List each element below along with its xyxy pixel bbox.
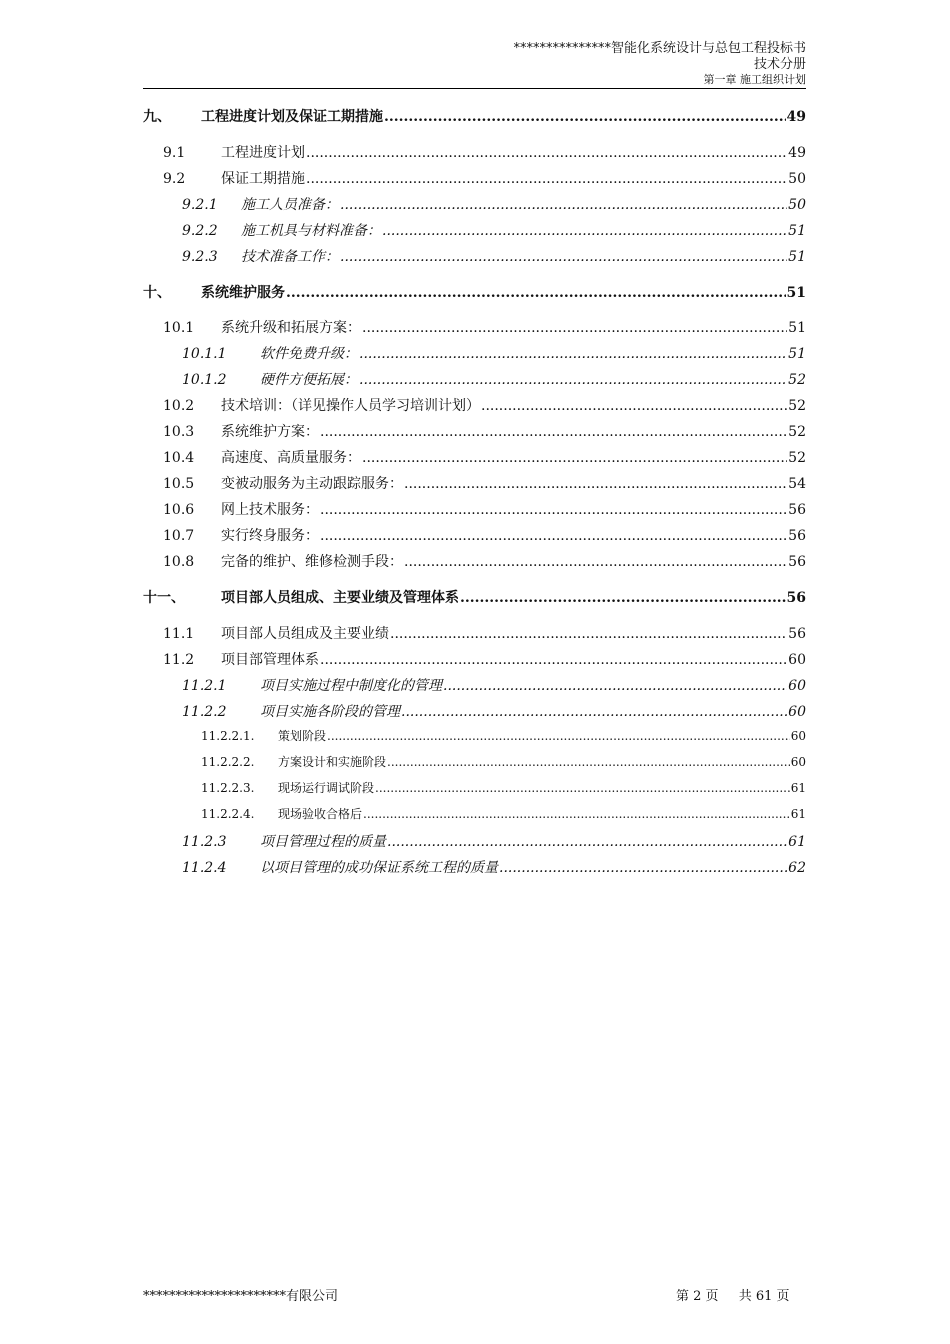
toc-entry-page: 50: [788, 197, 806, 213]
toc-dot-leader: [359, 372, 787, 388]
toc-entry-title: 高速度、高质量服务：: [221, 450, 361, 466]
toc-entry-page: 60: [790, 755, 806, 769]
toc-entry[interactable]: [182, 369, 806, 389]
toc-entry-title: 完备的维护、维修检测手段：: [221, 554, 403, 570]
toc-entry[interactable]: [163, 525, 806, 545]
toc-dot-leader: [481, 398, 787, 414]
toc-entry-number: 11.2.2: [182, 704, 227, 720]
toc-dot-leader: [359, 346, 787, 362]
toc-entry-page: 62: [788, 860, 806, 876]
toc-dot-leader: [375, 781, 790, 795]
toc-entry-number: 10.8: [163, 554, 195, 570]
toc-dot-leader: [306, 171, 787, 187]
toc-entry-title: 工程进度计划: [221, 145, 305, 161]
toc-entry[interactable]: [201, 727, 806, 744]
toc-entry-title: 硬件方便拓展：: [260, 372, 358, 388]
toc-entry-title: 项目部人员组成及主要业绩: [221, 626, 389, 642]
toc-entry-number: 11.1: [163, 626, 195, 642]
toc-dot-leader: [362, 320, 787, 336]
toc-entry-number: 11.2.2.1.: [201, 729, 255, 743]
toc-dot-leader: [306, 145, 787, 161]
toc-entry-number: 10.7: [163, 528, 195, 544]
toc-entry-title: 项目实施过程中制度化的管理: [260, 678, 442, 694]
toc-entry[interactable]: [163, 317, 806, 337]
toc-entry-page: 56: [786, 590, 806, 606]
toc-entry-number: 10.5: [163, 476, 195, 492]
toc-entry-title: 以项目管理的成功保证系统工程的质量: [260, 860, 498, 876]
toc-entry-number: 9.2.3: [182, 249, 218, 265]
toc-dot-leader: [382, 223, 787, 239]
toc-entry-number: 十一、: [143, 590, 185, 606]
toc-entry-number: 10.4: [163, 450, 195, 466]
toc-entry-page: 54: [788, 476, 806, 492]
toc-entry-title: 实行终身服务：: [221, 528, 319, 544]
toc-entry[interactable]: [163, 551, 806, 571]
page-header: [143, 40, 806, 87]
toc-entry[interactable]: [182, 220, 806, 240]
toc-entry-number: 11.2.2.4.: [201, 807, 255, 821]
toc-entry-title: 项目管理过程的质量: [260, 834, 386, 850]
toc-dot-leader: [387, 834, 787, 850]
toc-dot-leader: [443, 678, 787, 694]
toc-entry-number: 11.2.2.2.: [201, 755, 255, 769]
toc-dot-leader: [363, 807, 790, 821]
toc-entry-page: 51: [786, 285, 806, 301]
toc-entry-number: 九、: [143, 109, 171, 125]
toc-dot-leader: [499, 860, 787, 876]
toc-entry-number: 10.1.1: [182, 346, 227, 362]
toc-dot-leader: [362, 450, 787, 466]
toc-entry-page: 61: [790, 781, 806, 795]
toc-entry-number: 11.2.2.3.: [201, 781, 255, 795]
toc-entry-title: 项目实施各阶段的管理: [260, 704, 400, 720]
toc-entry-number: 11.2.3: [182, 834, 227, 850]
toc-dot-leader: [320, 652, 787, 668]
toc-entry-title: 软件免费升级：: [260, 346, 358, 362]
toc-entry-page: 52: [788, 424, 806, 440]
toc-entry[interactable]: [201, 779, 806, 796]
toc-entry-title: 方案设计和实施阶段: [278, 755, 387, 769]
toc-entry[interactable]: [201, 753, 806, 770]
toc-entry[interactable]: [182, 857, 806, 877]
toc-entry[interactable]: [163, 499, 806, 519]
toc-dot-leader: [401, 704, 787, 720]
toc-entry-title: 网上技术服务：: [221, 502, 319, 518]
toc-entry-page: 49: [788, 145, 806, 161]
toc-entry-title: 技术培训：（详见操作人员学习培训计划）: [221, 398, 480, 414]
toc-entry-page: 51: [788, 320, 806, 336]
toc-entry-page: 60: [788, 704, 806, 720]
footer-page-info: [676, 1285, 790, 1304]
toc-entry-title: 项目部管理体系: [221, 652, 319, 668]
toc-entry-page: 52: [788, 398, 806, 414]
toc-entry-number: 11.2: [163, 652, 195, 668]
footer-page-total: 共 61 页: [738, 1289, 790, 1304]
toc-entry-page: 50: [788, 171, 806, 187]
toc-entry-page: 61: [790, 807, 806, 821]
toc-entry-number: 9.1: [163, 145, 186, 161]
header-subtitle: 技术分册: [753, 57, 806, 72]
toc-entry-number: 十、: [143, 285, 171, 301]
toc-entry-page: 60: [788, 678, 806, 694]
toc-entry-number: 11.2.1: [182, 678, 227, 694]
toc-entry-page: 61: [788, 834, 806, 850]
toc-entry-title: 变被动服务为主动跟踪服务：: [221, 476, 403, 492]
toc-entry-number: 9.2.1: [182, 197, 218, 213]
toc-dot-leader: [340, 249, 787, 265]
toc-entry-title: 保证工期措施: [221, 171, 305, 187]
toc-entry-page: 51: [788, 249, 806, 265]
toc-dot-leader: [320, 528, 787, 544]
toc-entry-number: 10.1: [163, 320, 195, 336]
toc-entry[interactable]: [143, 106, 806, 126]
toc-entry[interactable]: [182, 701, 806, 721]
toc-entry[interactable]: [163, 421, 806, 441]
toc-dot-leader: [340, 197, 787, 213]
toc-entry-title: 系统维护方案：: [221, 424, 319, 440]
toc-entry-number: 9.2: [163, 171, 186, 187]
toc-entry-number: 11.2.4: [182, 860, 227, 876]
toc-dot-leader: [320, 424, 787, 440]
toc-entry-number: 10.1.2: [182, 372, 227, 388]
toc-entry-number: 10.2: [163, 398, 195, 414]
toc-dot-leader: [320, 502, 787, 518]
footer-page-number: 第 2 页: [676, 1289, 719, 1304]
toc-entry-page: 49: [786, 109, 806, 125]
toc-entry[interactable]: [182, 343, 806, 363]
toc-entry-number: 10.6: [163, 502, 195, 518]
toc-entry[interactable]: [182, 675, 806, 695]
toc-entry-title: 工程进度计划及保证工期措施: [201, 109, 383, 125]
toc-entry-page: 56: [788, 502, 806, 518]
footer-company: **********************有限公司: [143, 1289, 339, 1304]
toc-entry[interactable]: [163, 142, 806, 162]
toc-entry[interactable]: [163, 395, 806, 415]
toc-entry-title: 施工人员准备：: [241, 197, 339, 213]
toc-entry-page: 56: [788, 554, 806, 570]
toc-entry-title: 系统升级和拓展方案：: [221, 320, 361, 336]
header-rule: [143, 88, 806, 89]
toc-dot-leader: [460, 590, 786, 606]
toc-entry-number: 10.3: [163, 424, 195, 440]
toc-entry[interactable]: [163, 473, 806, 493]
toc-entry-page: 56: [788, 528, 806, 544]
toc-entry[interactable]: [201, 805, 806, 822]
toc-entry[interactable]: [143, 587, 806, 607]
toc-dot-leader: [286, 285, 786, 301]
toc-entry-title: 施工机具与材料准备：: [241, 223, 381, 239]
toc-dot-leader: [387, 755, 790, 769]
toc-dot-leader: [327, 729, 790, 743]
header-title: ***************智能化系统设计与总包工程投标书: [513, 41, 806, 56]
toc-entry-title: 技术准备工作：: [241, 249, 339, 265]
toc-entry[interactable]: [182, 831, 806, 851]
toc-entry[interactable]: [163, 623, 806, 643]
toc-entry[interactable]: [182, 194, 806, 214]
toc-dot-leader: [384, 109, 786, 125]
toc-entry-title: 策划阶段: [278, 729, 327, 743]
toc-entry-title: 现场运行调试阶段: [278, 781, 375, 795]
toc-entry-page: 52: [788, 372, 806, 388]
toc-entry-number: 9.2.2: [182, 223, 218, 239]
toc-entry-page: 51: [788, 346, 806, 362]
toc-entry-title: 现场验收合格后: [278, 807, 363, 821]
toc-dot-leader: [404, 476, 787, 492]
toc-entry[interactable]: [163, 447, 806, 467]
toc-entry-page: 60: [788, 652, 806, 668]
header-chapter: 第一章 施工组织计划: [703, 73, 806, 86]
toc-entry-title: 项目部人员组成、主要业绩及管理体系: [221, 590, 459, 606]
toc-entry[interactable]: [182, 246, 806, 266]
toc-entry[interactable]: [163, 649, 806, 669]
toc-entry-page: 51: [788, 223, 806, 239]
toc-entry-title: 系统维护服务: [201, 285, 285, 301]
toc-entry-page: 60: [790, 729, 806, 743]
toc-entry-page: 52: [788, 450, 806, 466]
toc-entry[interactable]: [143, 282, 806, 302]
toc-entry[interactable]: [163, 168, 806, 188]
toc-dot-leader: [390, 626, 787, 642]
toc-entry-page: 56: [788, 626, 806, 642]
toc-dot-leader: [404, 554, 787, 570]
